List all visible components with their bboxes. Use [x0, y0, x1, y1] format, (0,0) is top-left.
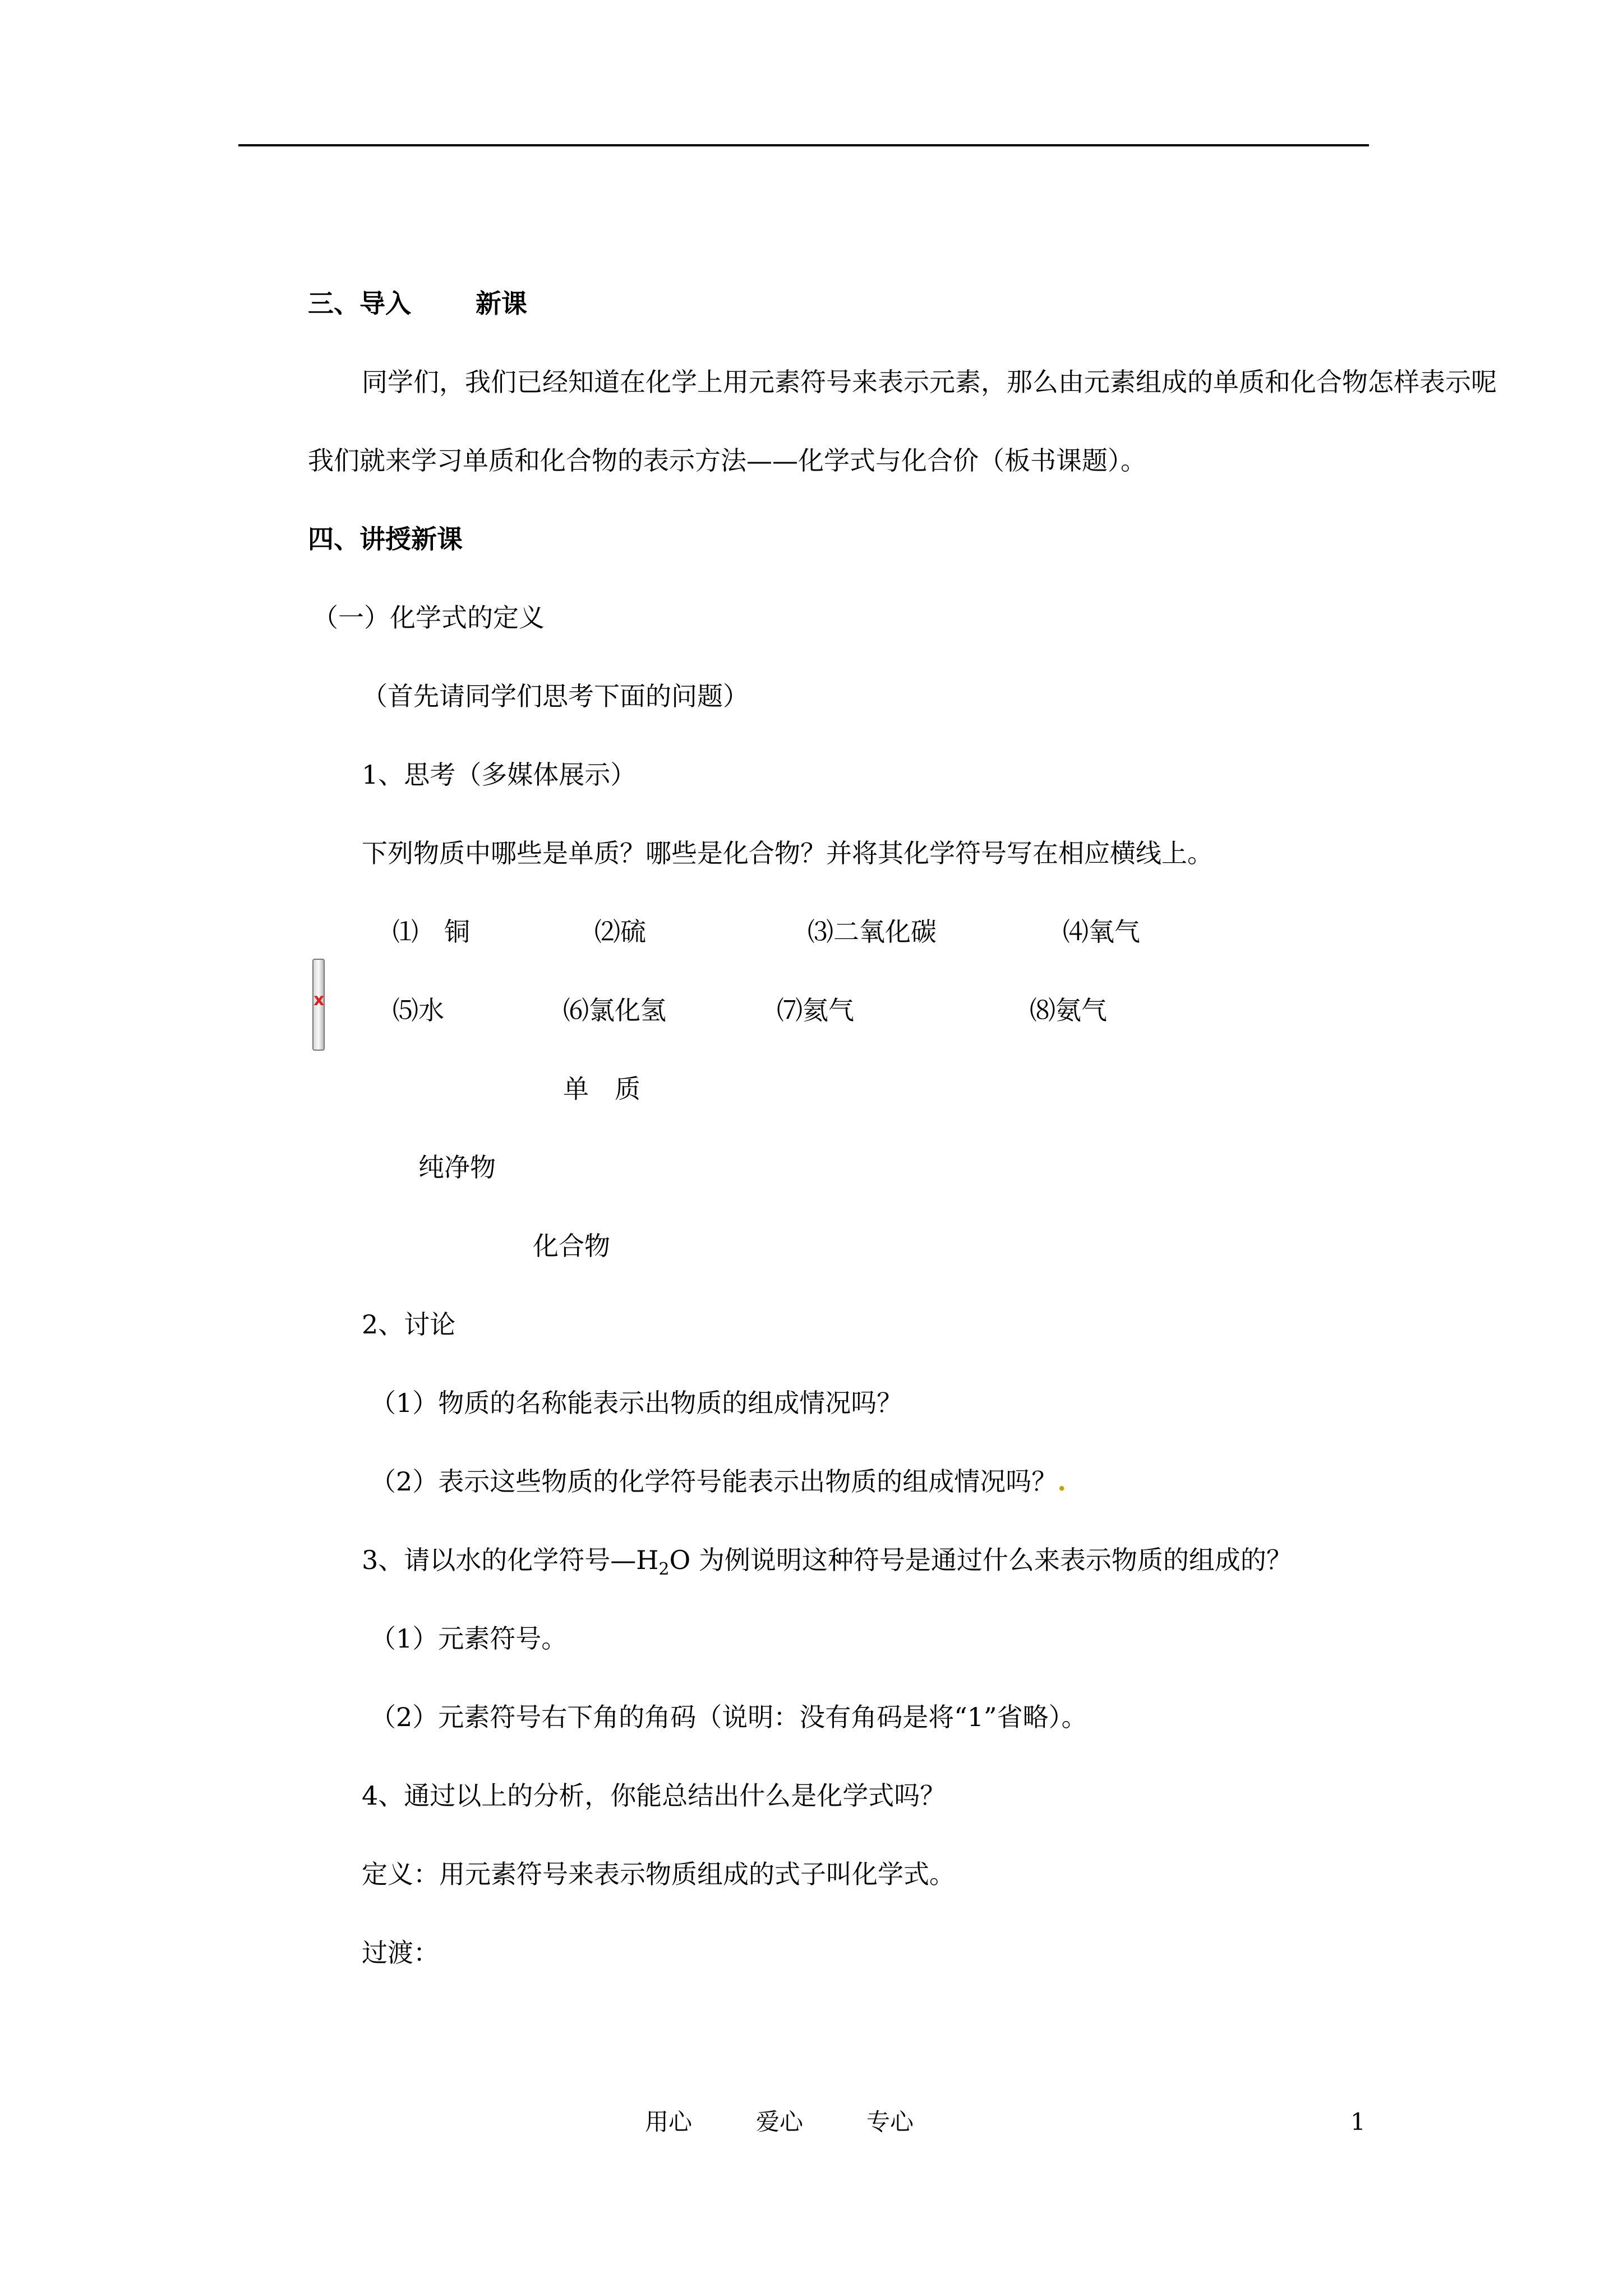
red-x-icon: x	[313, 990, 325, 1010]
question1-title: 1、思考（多媒体展示）	[362, 760, 637, 790]
transition: 过渡：	[362, 1938, 439, 1968]
footer-motto-2: 爱心	[756, 2108, 804, 2136]
question3-answer-2: （2）元素符号右下角的角码（说明：没有角码是将“1”省略）。	[370, 1702, 1087, 1732]
section4-heading: 四、讲授新课	[308, 524, 463, 554]
substance-7: ⑺氦气	[777, 995, 854, 1025]
question3-post: O 为例说明这种符号是通过什么来表示物质的组成的？	[669, 1545, 1292, 1575]
question3	[362, 1542, 1292, 1588]
substance-3: ⑶二氧化碳	[808, 917, 937, 947]
footer-motto-1: 用心	[645, 2108, 693, 2136]
question3-subscript: 2	[658, 1559, 670, 1579]
header-rule	[238, 144, 1369, 146]
substances-row-1	[0, 914, 1623, 950]
question2-item-2	[370, 1464, 1066, 1499]
question2-title: 2、讨论	[362, 1309, 456, 1340]
question2-item-2-text: （2）表示这些物质的化学符号能表示出物质的组成情况吗？	[370, 1466, 1058, 1497]
question2-item-1: （1）物质的名称能表示出物质的组成情况吗？	[370, 1388, 903, 1418]
question3-pre: 3、请以水的化学符号—H	[362, 1545, 659, 1575]
substance-6: ⑹氯化氢	[563, 995, 666, 1025]
question1-text: 下列物质中哪些是单质？哪些是化合物？并将其化学符号写在相应横线上。	[362, 838, 1213, 868]
substance-4: ⑷氧气	[1063, 917, 1140, 947]
stray-dot: .	[1057, 1466, 1067, 1497]
intro-line-2: 我们就来学习单质和化合物的表示方法——化学式与化合价（板书课题）。	[308, 445, 1146, 476]
footer-motto-3: 专心	[866, 2108, 914, 2136]
intro-line-1: 同学们，我们已经知道在化学上用元素符号来表示元素，那么由元素组成的单质和化合物怎样表示呢	[362, 367, 1497, 397]
label-simple-substance: 单 质	[563, 1074, 640, 1104]
definition: 定义：用元素符号来表示物质组成的式子叫化学式。	[362, 1859, 955, 1889]
substance-5: ⑸水	[393, 995, 444, 1025]
section3-heading-a: 三、导入	[308, 288, 411, 319]
substances-row-2	[0, 992, 1623, 1028]
section3-heading-b: 新课	[476, 288, 527, 319]
page-number: 1	[1350, 2108, 1366, 2136]
substance-8: ⑻氨气	[1030, 995, 1107, 1025]
label-compound: 化合物	[533, 1231, 610, 1261]
question3-answer-1: （1）元素符号。	[370, 1623, 568, 1654]
substance-1: ⑴ 铜	[393, 917, 470, 947]
label-pure-substance: 纯净物	[418, 1152, 496, 1182]
part1-title: （一）化学式的定义	[312, 602, 545, 633]
substance-2: ⑵硫	[594, 917, 646, 947]
question4-title: 4、通过以上的分析，你能总结出什么是化学式吗？	[362, 1780, 946, 1811]
part1-note: （首先请同学们思考下面的问题）	[362, 681, 749, 711]
